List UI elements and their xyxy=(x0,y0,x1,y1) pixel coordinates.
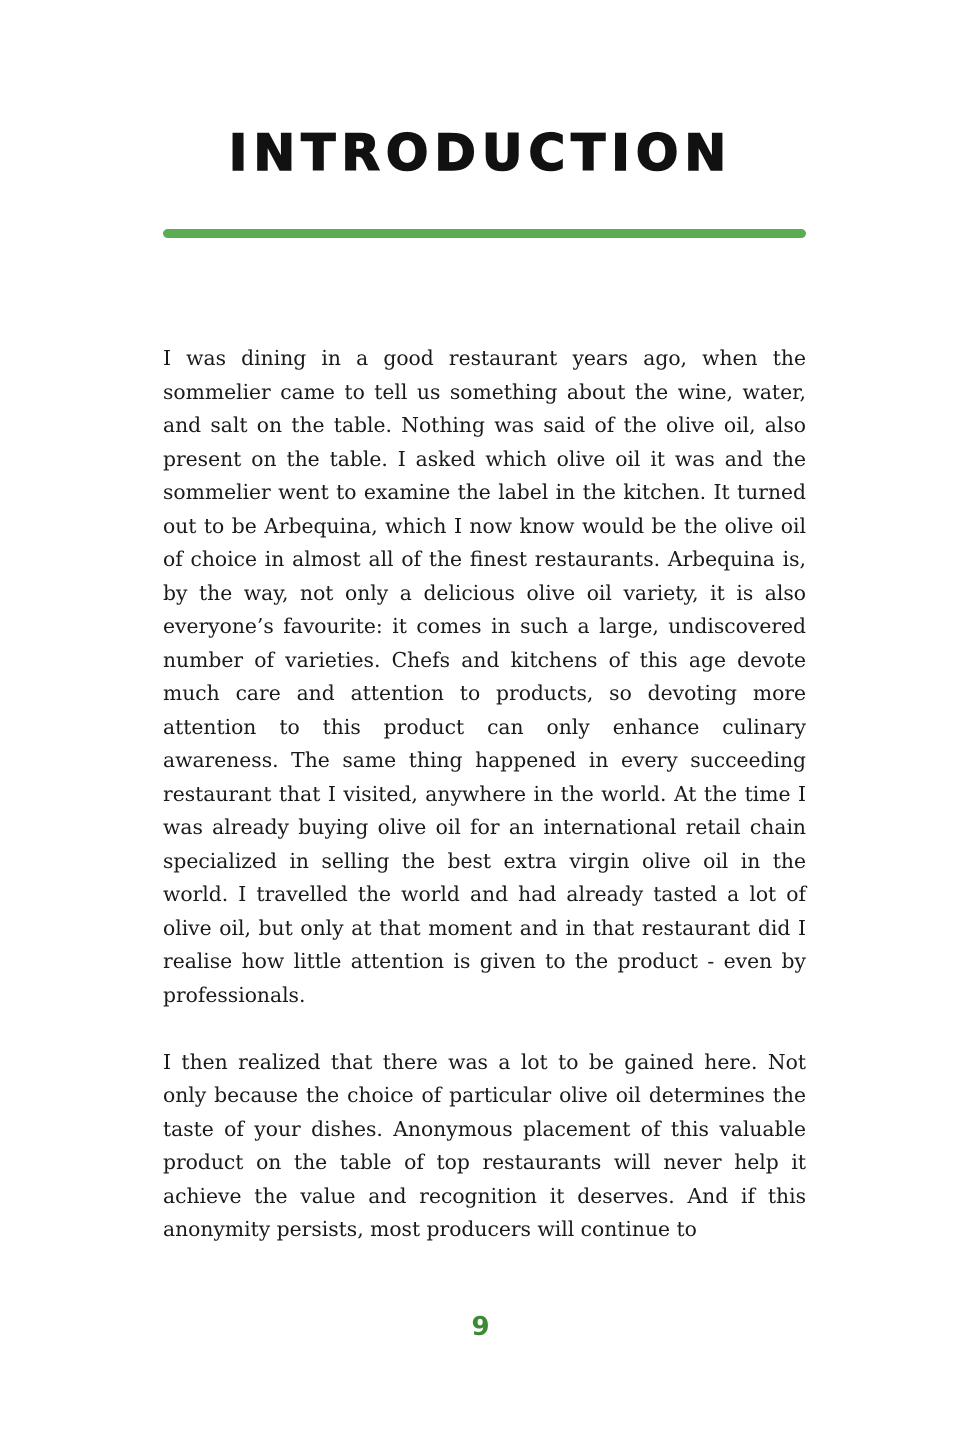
chapter-title: INTRODUCTION xyxy=(228,124,733,182)
paragraph-2: I then realized that there was a lot to be gained here. Not only because the choice of particular olive oil determines the taste of your dishes. Anonymous placement of this valuable product on the table of top restaurants will never help it achieve the value and recognition it deserves. And if this anonymity persists, most producers will continue to xyxy=(163,1049,806,1241)
body-text xyxy=(163,342,806,1247)
title-divider xyxy=(163,229,806,238)
paragraph-1: I was dining in a good restaurant years ago, when the sommelier came to tell us something about the wine, water, and salt on the table. Nothing was said of the olive oil, also present on the table. I asked which olive oil it was and the sommelier went to examine the label in the kitchen. It turned out to be Arbequina, which I now know would be the olive oil of choice in almost all of the finest restaurants. Arbequina is, by the way, not only a delicious olive oil variety, it is also everyone’s favourite: it comes in such a large, undiscovered number of varieties. Chefs and kitchens of this age devote much care and attention to products, so devoting more attention to this product can only enhance culinary awareness. The same thing happened in every succeeding restaurant that I visited, anywhere in the world. At the time I was already buying olive oil for an international retail chain specialized in selling the best extra virgin olive oil in the world. I travelled the world and had already tasted a lot of olive oil, but only at that moment and in that restaurant did I realise how little attention is given to the product - even by professionals. xyxy=(163,346,806,1007)
page-number: 9 xyxy=(471,1312,490,1342)
